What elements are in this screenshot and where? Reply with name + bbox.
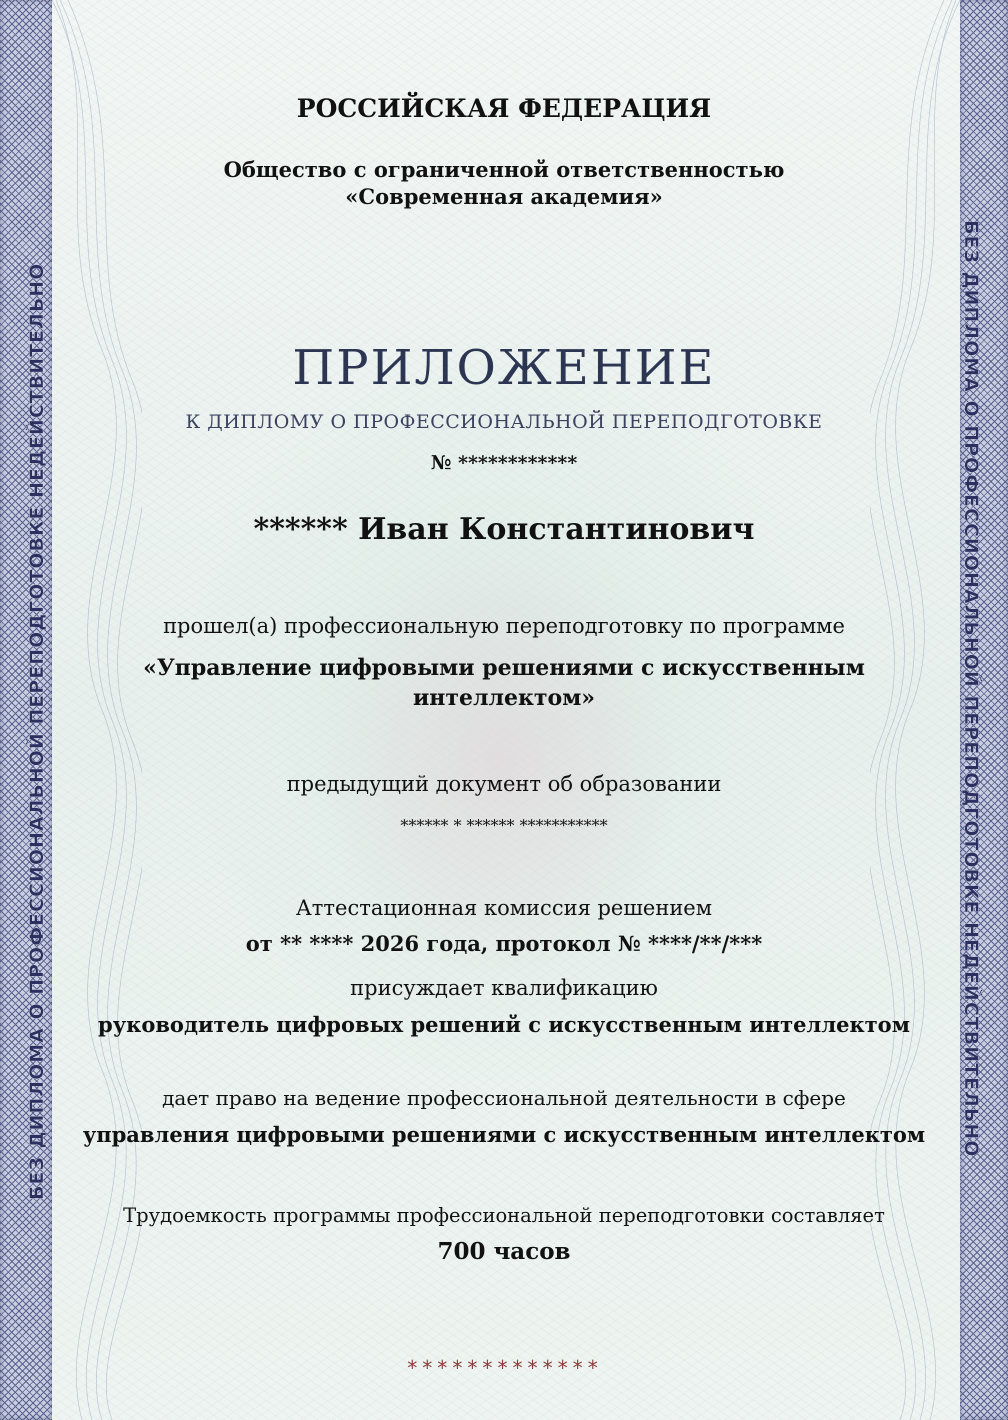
holder-name: ****** Иван Константинович: [253, 512, 755, 547]
workload-text: Трудоемкость программы профессиональной переподготовки составляет: [123, 1204, 885, 1227]
rights-field: управления цифровыми решениями с искусственным интеллектом: [82, 1122, 926, 1147]
organization-name: «Современная академия»: [345, 184, 663, 209]
workload-hours: 700 часов: [437, 1238, 571, 1265]
right-border-text: БЕЗ ДИПЛОМА О ПРОФЕССИОНАЛЬНОЙ ПЕРЕПОДГОТОВКЕ НЕДЕЙСТВИТЕЛЬНО: [960, 220, 982, 1158]
document-subtitle: К ДИПЛОМУ О ПРОФЕССИОНАЛЬНОЙ ПЕРЕПОДГОТОВКЕ: [185, 411, 823, 433]
series-stars: *************: [406, 1356, 602, 1380]
previous-document-label: предыдущий документ об образовании: [286, 772, 722, 796]
commission-decision: от ** **** 2026 года, протокол № ****/**/***: [245, 931, 763, 956]
program-name-line2: интеллектом»: [412, 685, 596, 711]
country-heading: РОССИЙСКАЯ ФЕДЕРАЦИЯ: [296, 94, 712, 123]
document-number: № ************: [430, 452, 578, 474]
rights-intro: дает право на ведение профессиональной деятельности в сфере: [162, 1086, 846, 1110]
commission-text: Аттестационная комиссия решением: [295, 896, 713, 920]
document-title: ПРИЛОЖЕНИЕ: [292, 340, 716, 396]
program-intro: прошел(а) профессиональную переподготовку по программе: [163, 614, 845, 638]
qualification-name: руководитель цифровых решений с искусственным интеллектом: [98, 1012, 910, 1037]
organization-type: Общество с ограниченной ответственностью: [223, 157, 785, 182]
program-name-line1: «Управление цифровыми решениями с искусственным: [143, 655, 865, 681]
qualification-intro: присуждает квалификацию: [350, 976, 658, 1000]
previous-document-value: ****** * ****** ***********: [400, 816, 608, 835]
left-border-text: БЕЗ ДИПЛОМА О ПРОФЕССИОНАЛЬНОЙ ПЕРЕПОДГОТОВКЕ НЕДЕЙСТВИТЕЛЬНО: [26, 262, 48, 1200]
